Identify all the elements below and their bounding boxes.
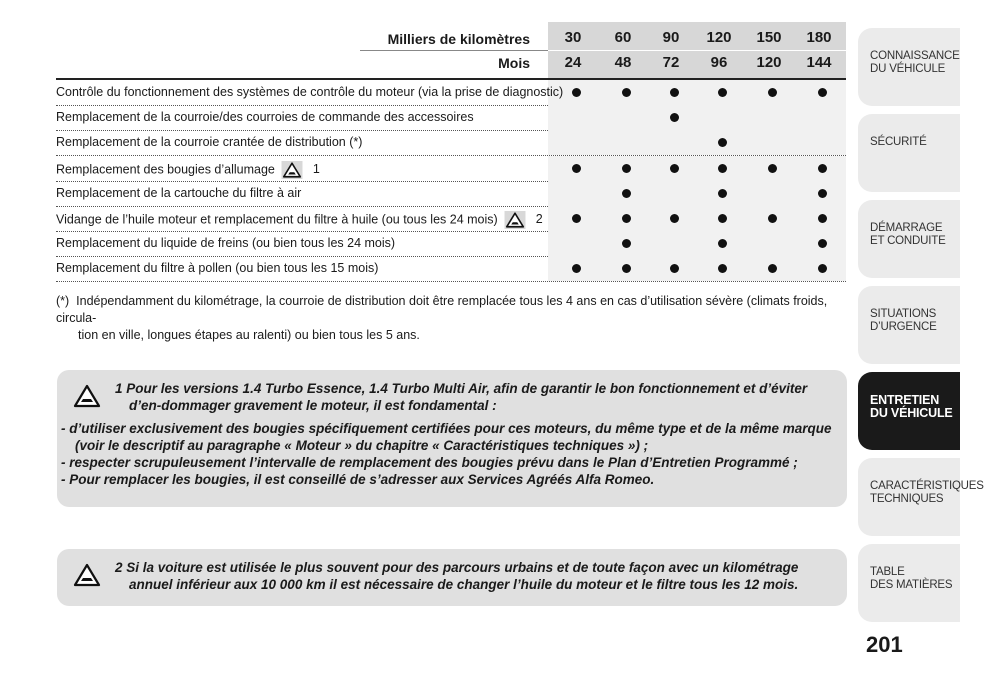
chapter-tab-line1: ENTRETIEN [870,393,940,407]
row-label-text: Remplacement du liquide de freins (ou bien tous les 24 mois) [56,236,396,251]
row-label [56,186,301,200]
chapter-tab[interactable] [858,544,960,622]
row-label-text: Remplacement des bougies d’allumage [56,161,275,176]
chapter-tab-line1: SITUATIONS [870,308,937,320]
chapter-tab-line2: TECHNIQUES [870,493,944,505]
marks-cell-band [548,181,846,206]
month-column-header: 144 [806,54,832,71]
note1-item: - Pour remplacer les bougies, il est conseillé de s’adresser aux Services Agréés Alfa Romeo. [61,472,655,487]
row-note-ref: 1 [312,161,320,176]
table-row [56,256,846,282]
chapter-tab-line2: DU VÉHICULE [870,63,946,75]
note-box-1 [57,370,847,507]
marks-cell-band [548,256,846,281]
month-column-header: 48 [614,54,632,71]
chapter-tab[interactable] [858,286,960,364]
maintenance-mark-dot [718,164,727,173]
maintenance-mark-dot [572,264,581,273]
row-label [56,236,395,250]
row-label-text: Remplacement de la cartouche du filtre à air [56,185,302,200]
table-row [56,80,846,106]
maintenance-mark-dot [718,239,727,248]
note1-item: - respecter scrupuleusement l’intervalle de remplacement des bougies prévu dans le Plan d’Entretien Programmé ; [61,455,798,470]
marks-cell-band [548,156,846,181]
chapter-tab-line2: DU VÉHICULE [870,406,953,420]
maintenance-mark-dot [768,264,777,273]
footnote-line2: tion en ville, longues étapes au ralenti) ou bien tous les 5 ans. [78,328,420,342]
warning-triangle-icon [281,161,303,179]
maintenance-mark-dot [572,214,581,223]
maintenance-mark-dot [818,264,827,273]
chapter-tab[interactable] [858,28,960,106]
maintenance-mark-dot [622,264,631,273]
maintenance-mark-dot [818,164,827,173]
table-row [56,130,846,156]
row-label [56,211,543,229]
month-column-header: 96 [710,54,728,71]
row-label-text: Remplacement de la courroie/des courroies de commande des accessoires [56,110,474,125]
footnote-mark: (*) [56,294,70,308]
header-divider-left [360,50,548,51]
marks-cell-band [548,80,846,105]
note1-item: - d’utiliser exclusivement des bougies spécifiquement certifiées pour ces moteurs, du même type et de la même marque (voir le descriptif au paragraphe « Moteur » du chapitre « Caractéristiques techniques ») ; [61,421,832,453]
chapter-tab-line1: TABLE [870,566,905,578]
maintenance-mark-dot [670,164,679,173]
maintenance-mark-dot [818,239,827,248]
row-label-text: Vidange de l’huile moteur et remplacement du filtre à huile (ou tous les 24 mois) [56,212,498,227]
maintenance-mark-dot [718,138,727,147]
chapter-tab-line1: CONNAISSANCE [870,50,960,62]
chapter-tab-line1: DÉMARRAGE [870,222,943,234]
page-number: 201 [866,632,903,657]
table-row [56,206,846,232]
maintenance-mark-dot [622,164,631,173]
chapter-tab-line2: D’URGENCE [870,321,937,333]
maintenance-mark-dot [818,214,827,223]
row-label-text: Remplacement de la courroie crantée de distribution (*) [56,135,363,150]
maintenance-mark-dot [622,189,631,198]
month-column-header: 72 [662,54,680,71]
row-label [56,85,563,99]
chapter-tab-line1: SÉCURITÉ [870,136,927,148]
marks-cell-band [548,130,846,155]
maintenance-mark-dot [818,88,827,97]
chapter-tab-line1: CARACTÉRISTIQUES [870,480,984,492]
footnote-line1: Indépendamment du kilométrage, la courroie de distribution doit être remplacée tous les 4 ans en cas d’utilisation sévère (climats froids, circula- [56,294,828,325]
table-row [56,105,846,131]
km-column-header: 60 [614,29,632,46]
maintenance-mark-dot [572,164,581,173]
row-label [56,135,362,149]
km-column-header: 120 [706,29,732,46]
chapter-tab[interactable] [858,458,984,536]
marks-cell-band [548,206,846,231]
chapter-tab[interactable] [858,114,960,192]
maintenance-mark-dot [718,88,727,97]
table-row [56,156,846,182]
maintenance-mark-dot [718,189,727,198]
maintenance-mark-dot [768,214,777,223]
km-column-header: 150 [756,29,782,46]
maintenance-mark-dot [818,189,827,198]
chapter-tab[interactable] [858,200,960,278]
maintenance-mark-dot [670,264,679,273]
row-label [56,161,320,179]
maintenance-mark-dot [670,214,679,223]
row-label [56,261,378,275]
maintenance-mark-dot [622,88,631,97]
marks-cell-band [548,231,846,256]
maintenance-mark-dot [670,113,679,122]
maintenance-mark-dot [622,239,631,248]
chapter-tab-line2: ET CONDUITE [870,235,946,247]
km-column-header: 90 [662,29,680,46]
note2-text: 2 Si la voiture est utilisée le plus souvent pour des parcours urbains et de toute façon avec un kilométrage annuel inférieur aux 10 000 km il est nécessaire de changer l’huile du moteur et le filtre tous les 12 mois. [115,560,799,592]
km-column-header: 30 [564,29,582,46]
row-label-text: Remplacement du filtre à pollen (ou bien tous les 15 mois) [56,261,379,276]
row-label-text: Contrôle du fonctionnement des systèmes de contrôle du moteur (via la prise de diagnostic) [56,85,564,99]
km-header-label: Milliers de kilomètres [387,31,530,47]
chapter-tab[interactable] [858,372,960,450]
row-note-ref: 2 [535,212,543,227]
chapter-tab-line2: DES MATIÈRES [870,579,953,591]
month-column-header: 120 [756,54,782,71]
maintenance-mark-dot [768,164,777,173]
table-row [56,181,846,207]
maintenance-mark-dot [572,88,581,97]
marks-cell-band [548,105,846,130]
maintenance-mark-dot [718,214,727,223]
warning-triangle-icon [73,563,101,587]
month-column-header: 24 [564,54,582,71]
note-box-2 [57,549,847,606]
km-column-header: 180 [806,29,832,46]
note1-title: 1 Pour les versions 1.4 Turbo Essence, 1.4 Turbo Multi Air, afin de garantir le bon fonctionnement et d’éviter d’en-dommager gravement le moteur, il est fondamental : [115,381,808,413]
maintenance-mark-dot [718,264,727,273]
warning-triangle-icon [73,384,101,408]
warning-triangle-icon [504,211,526,229]
table-row [56,231,846,257]
months-header-label: Mois [498,55,530,71]
maintenance-mark-dot [670,88,679,97]
row-label [56,110,474,124]
footnote [56,293,846,344]
maintenance-mark-dot [768,88,777,97]
maintenance-mark-dot [622,214,631,223]
